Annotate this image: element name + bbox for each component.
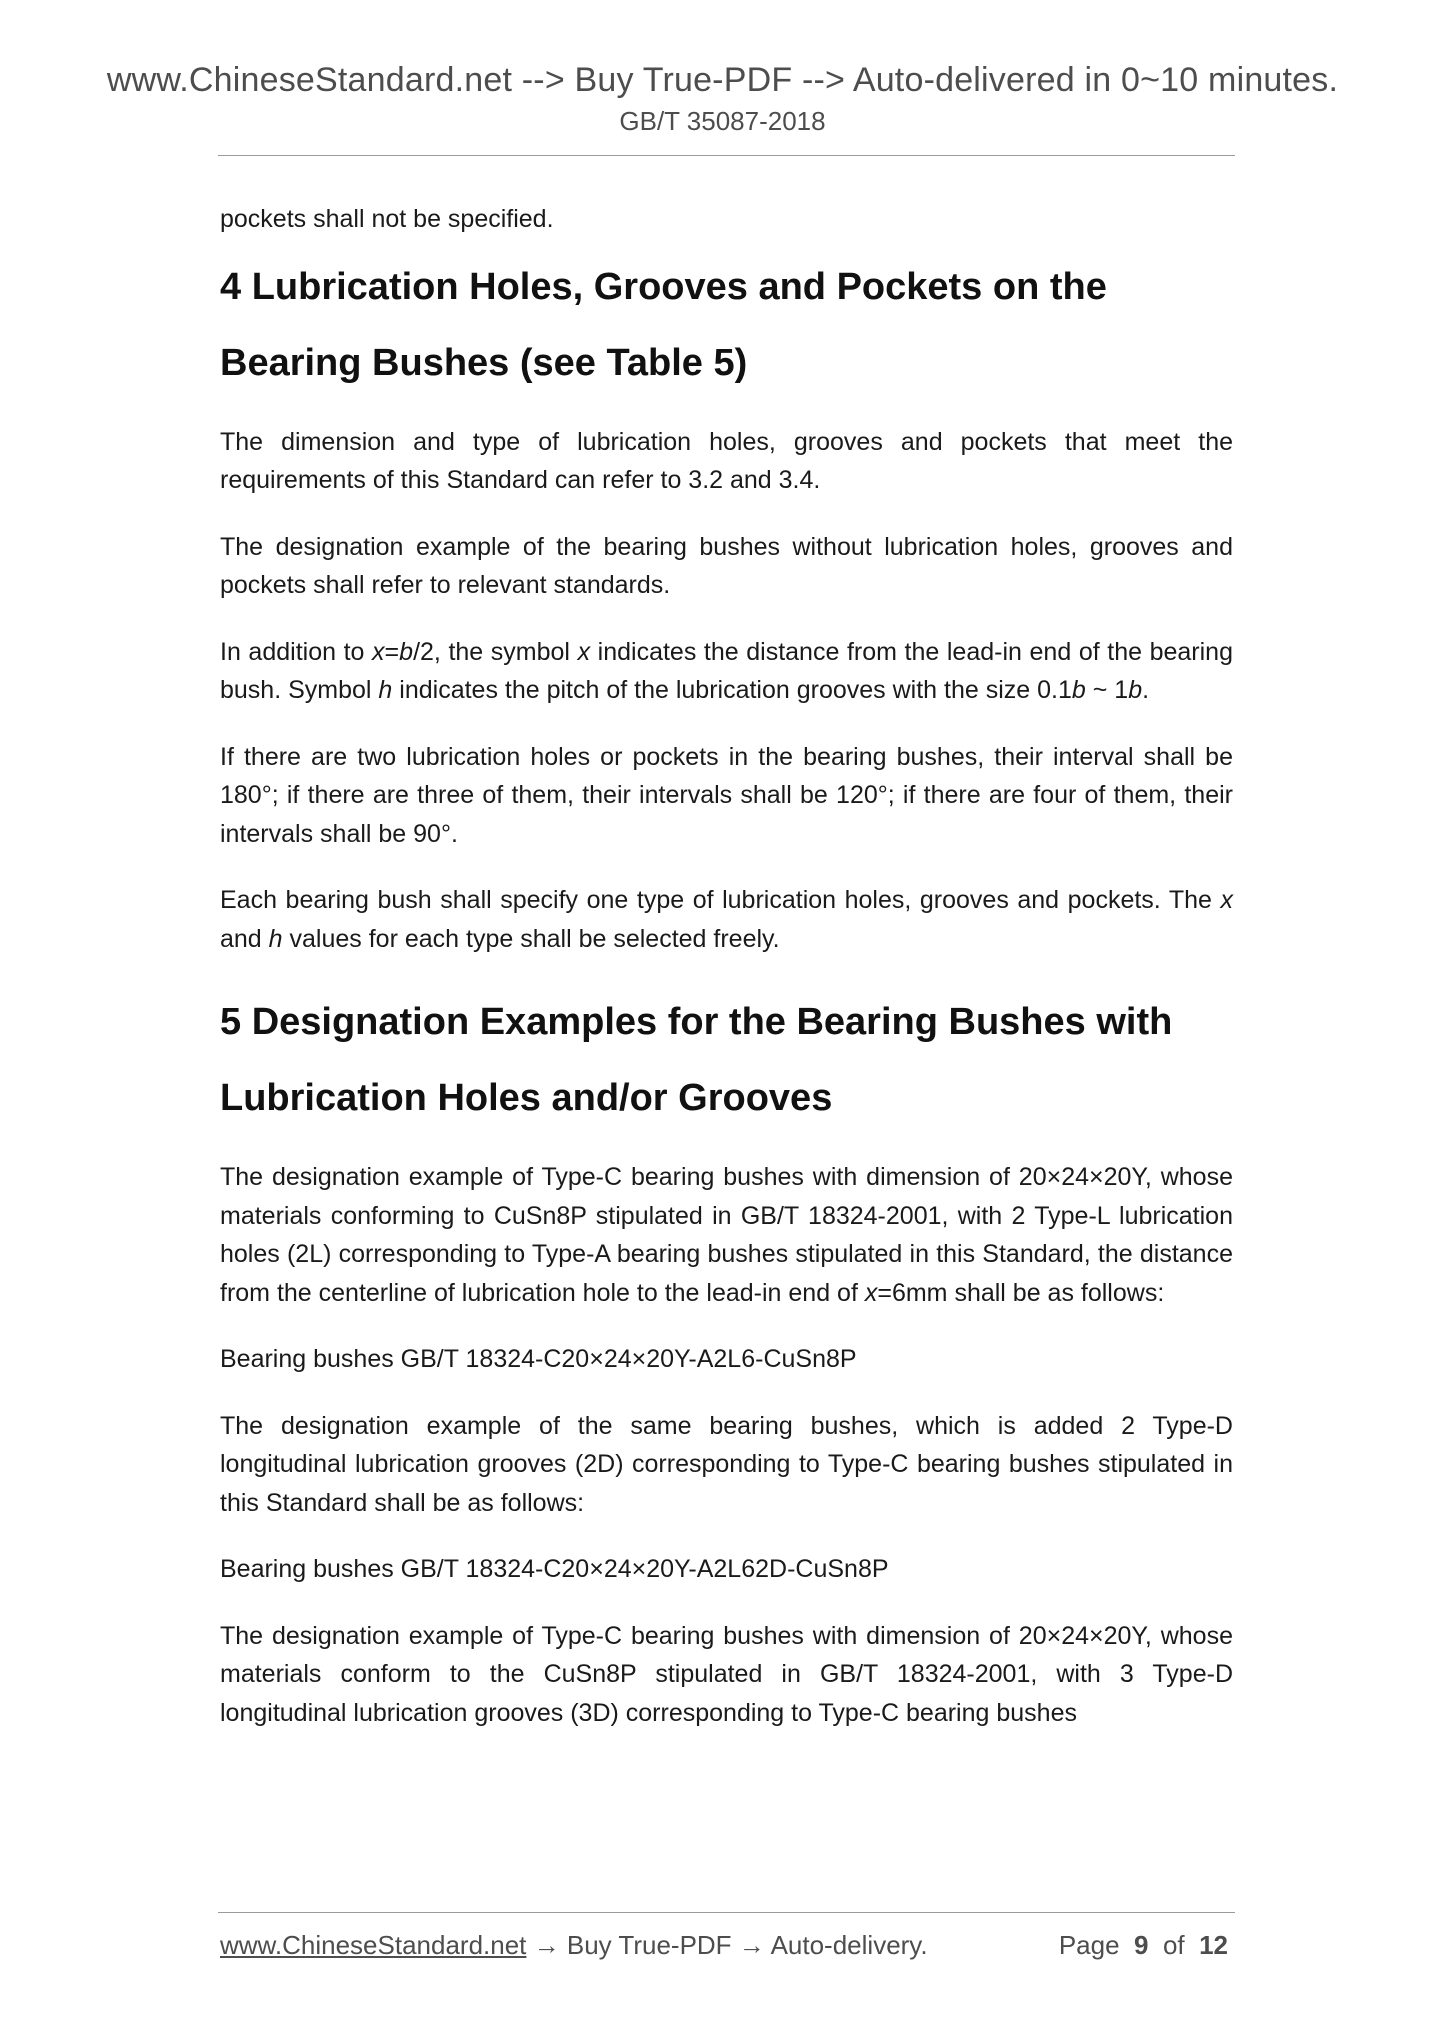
footer-tagline: → Buy True-PDF → Auto-delivery.	[526, 1930, 928, 1960]
section-4-paragraph-5: Each bearing bush shall specify one type of lubrication holes, grooves and pockets. The x and h values for each type shall be selected freely.	[220, 886, 1233, 953]
continued-paragraph: pockets shall not be specified.	[220, 205, 554, 233]
section-4-heading	[220, 249, 1233, 401]
section-4-paragraph-3: In addition to x=b/2, the symbol x indicates the distance from the lead-in end of the bearing bush. Symbol h indicates the pitch of the lubrication grooves with the size 0.1b ~ 1b.	[220, 637, 1233, 704]
section-4-paragraph-4: If there are two lubrication holes or pockets in the bearing bushes, their interval shall be 180°; if there are three of them, their intervals shall be 120°; if there are four of them, their intervals shall be 90°.	[220, 742, 1233, 848]
section-5-heading-line1: 5 Designation Examples for the Bearing Bushes with	[220, 1001, 1173, 1043]
footer-site-link[interactable]: www.ChineseStandard.net	[220, 1930, 527, 1960]
header-divider	[218, 155, 1235, 156]
section-5-paragraph-3: The designation example of Type-C bearing bushes with dimension of 20×24×20Y, whose materials conform to the CuSn8P stipulated in GB/T 18324-2001, with 3 Type-D longitudinal lubrication grooves (3D) corresponding to Type-C bearing bushes	[220, 1621, 1233, 1727]
section-4-paragraph-1: The dimension and type of lubrication holes, grooves and pockets that meet the requirements of this Standard can refer to 3.2 and 3.4.	[220, 427, 1233, 494]
section-5-body	[220, 1158, 1233, 1732]
section-4-heading-line2: Bearing Bushes (see Table 5)	[220, 341, 748, 384]
page-header	[0, 58, 1445, 138]
page-current: 9	[1134, 1930, 1149, 1960]
page-footer	[220, 1928, 1233, 1962]
section-5-heading	[220, 984, 1233, 1136]
header-site-banner: www.ChineseStandard.net --> Buy True-PDF --> Auto-delivered in 0~10 minutes.	[106, 61, 1339, 99]
page-total: 12	[1199, 1930, 1228, 1960]
section-5-paragraph-2: The designation example of the same bearing bushes, which is added 2 Type-D longitudinal lubrication grooves (2D) corresponding to Type-C bearing bushes stipulated in this Standard shall be as follows:	[220, 1411, 1233, 1517]
section-5-paragraph-1: The designation example of Type-C bearing bushes with dimension of 20×24×20Y, whose materials conforming to CuSn8P stipulated in GB/T 18324-2001, with 2 Type-L lubrication holes (2L) corresponding to Type-A bearing bushes stipulated in this Standard, the distance from the centerline of lubrication hole to the lead-in end of x=6mm shall be as follows:	[220, 1163, 1233, 1307]
document-body	[220, 200, 1233, 1732]
section-4-paragraph-2: The designation example of the bearing bushes without lubrication holes, grooves and pockets shall refer to relevant standards.	[220, 532, 1233, 599]
designation-example-2: Bearing bushes GB/T 18324-C20×24×20Y-A2L62D-CuSn8P	[220, 1555, 889, 1583]
page-number: Page 9 of 12	[1058, 1930, 1228, 1960]
section-5-heading-line2: Lubrication Holes and/or Grooves	[220, 1077, 833, 1119]
header-standard-number: GB/T 35087-2018	[619, 106, 826, 136]
designation-example-1: Bearing bushes GB/T 18324-C20×24×20Y-A2L6-CuSn8P	[220, 1345, 857, 1373]
footer-divider	[218, 1912, 1235, 1913]
section-4-heading-line1: 4 Lubrication Holes, Grooves and Pockets on the	[220, 265, 1107, 308]
section-4-body	[220, 423, 1233, 959]
footer-text	[220, 1930, 928, 1960]
